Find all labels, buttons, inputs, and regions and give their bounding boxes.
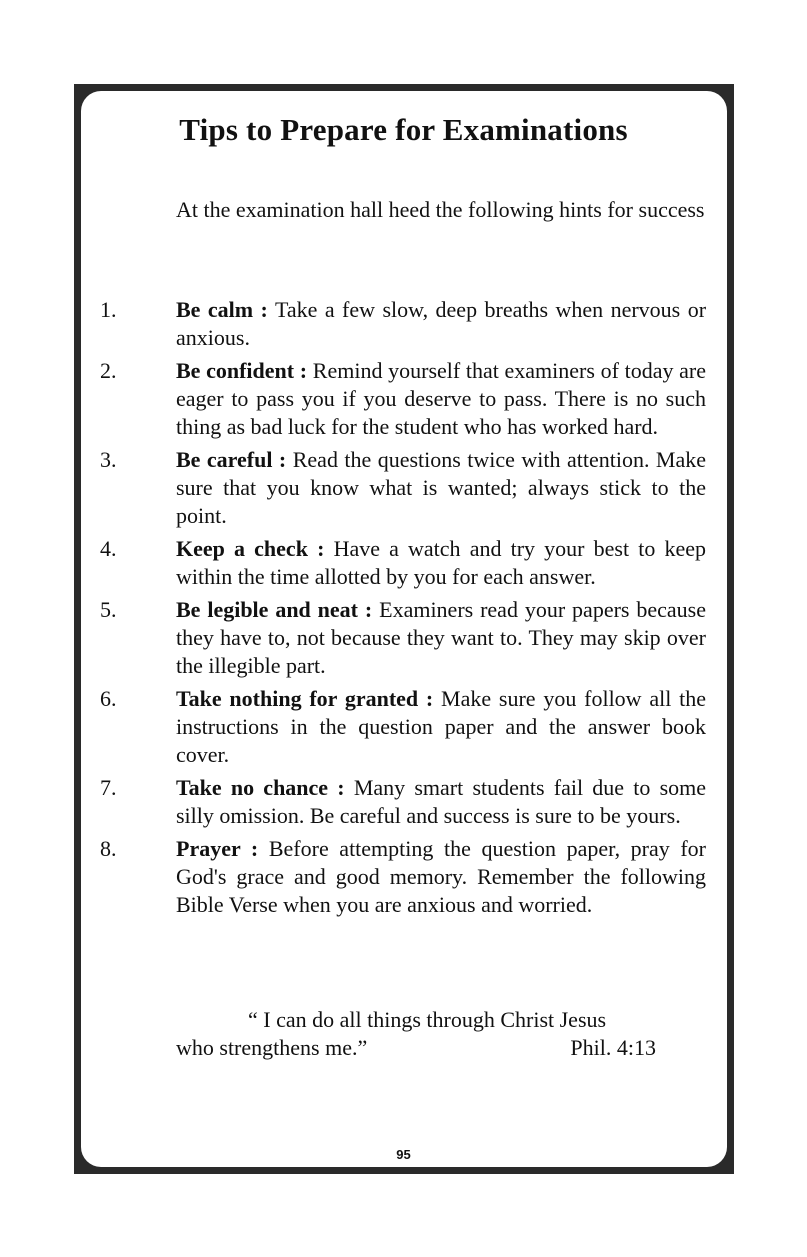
tip-text: Before attempting the question paper, pray for God's grace and good memory. Remember the following Bible Verse when you are anxious and worried. — [176, 836, 707, 917]
verse-line-2 — [176, 1034, 656, 1062]
tip-text: Read the questions twice with attention. Make sure that you know what is wanted; always stick to the point. — [176, 447, 707, 528]
tip-number: 4. — [100, 536, 117, 561]
list-item — [100, 296, 706, 352]
tip-heading: Take nothing for granted : — [176, 686, 434, 711]
intro-text: At the examination hall heed the following hints for success — [176, 197, 705, 222]
tip-number: 6. — [100, 686, 117, 711]
tip-number: 1. — [100, 297, 117, 322]
tip-heading: Be legible and neat : — [176, 597, 373, 622]
tip-heading: Be confident : — [176, 358, 308, 383]
tip-text: Remind yourself that examiners of today are eager to pass you if you deserve to pass. There is no such thing as bad luck for the student who has worked hard. — [176, 358, 706, 439]
tip-heading: Be careful : — [176, 447, 287, 472]
list-item — [100, 446, 706, 530]
tip-heading: Take no chance : — [176, 775, 345, 800]
tip-text: Many smart students fail due to some silly omission. Be careful and success is sure to be yours. — [176, 775, 707, 828]
list-item — [100, 535, 706, 591]
list-item — [100, 685, 706, 769]
tip-text: Take a few slow, deep breaths when nervous or anxious. — [176, 297, 707, 350]
tip-number: 8. — [100, 836, 117, 861]
page-number: 95 — [396, 1147, 411, 1162]
tips-list — [100, 296, 706, 924]
list-item — [100, 357, 706, 441]
tip-number: 3. — [100, 447, 117, 472]
tip-number: 5. — [100, 597, 117, 622]
tip-text: Have a watch and try your best to keep within the time allotted by you for each answer. — [176, 536, 707, 589]
tip-heading: Prayer : — [176, 836, 259, 861]
list-item — [100, 835, 706, 919]
list-item — [100, 774, 706, 830]
list-item — [100, 596, 706, 680]
page-title: Tips to Prepare for Examinations — [179, 112, 628, 147]
tip-heading: Keep a check : — [176, 536, 325, 561]
verse-line-2-text: who strengthens me.” — [176, 1035, 368, 1060]
verse-reference: Phil. 4:13 — [570, 1035, 656, 1060]
tip-number: 7. — [100, 775, 117, 800]
tip-text: Examiners read your papers because they have to, not because they want to. They may skip over the illegible part. — [176, 597, 706, 678]
tip-text: Make sure you follow all the instructions in the question paper and the answer book cover. — [176, 686, 706, 767]
tip-number: 2. — [100, 358, 117, 383]
verse-line-1: “ I can do all things through Christ Jesus — [248, 1007, 607, 1032]
tip-heading: Be calm : — [176, 297, 268, 322]
bible-verse — [176, 1006, 656, 1062]
